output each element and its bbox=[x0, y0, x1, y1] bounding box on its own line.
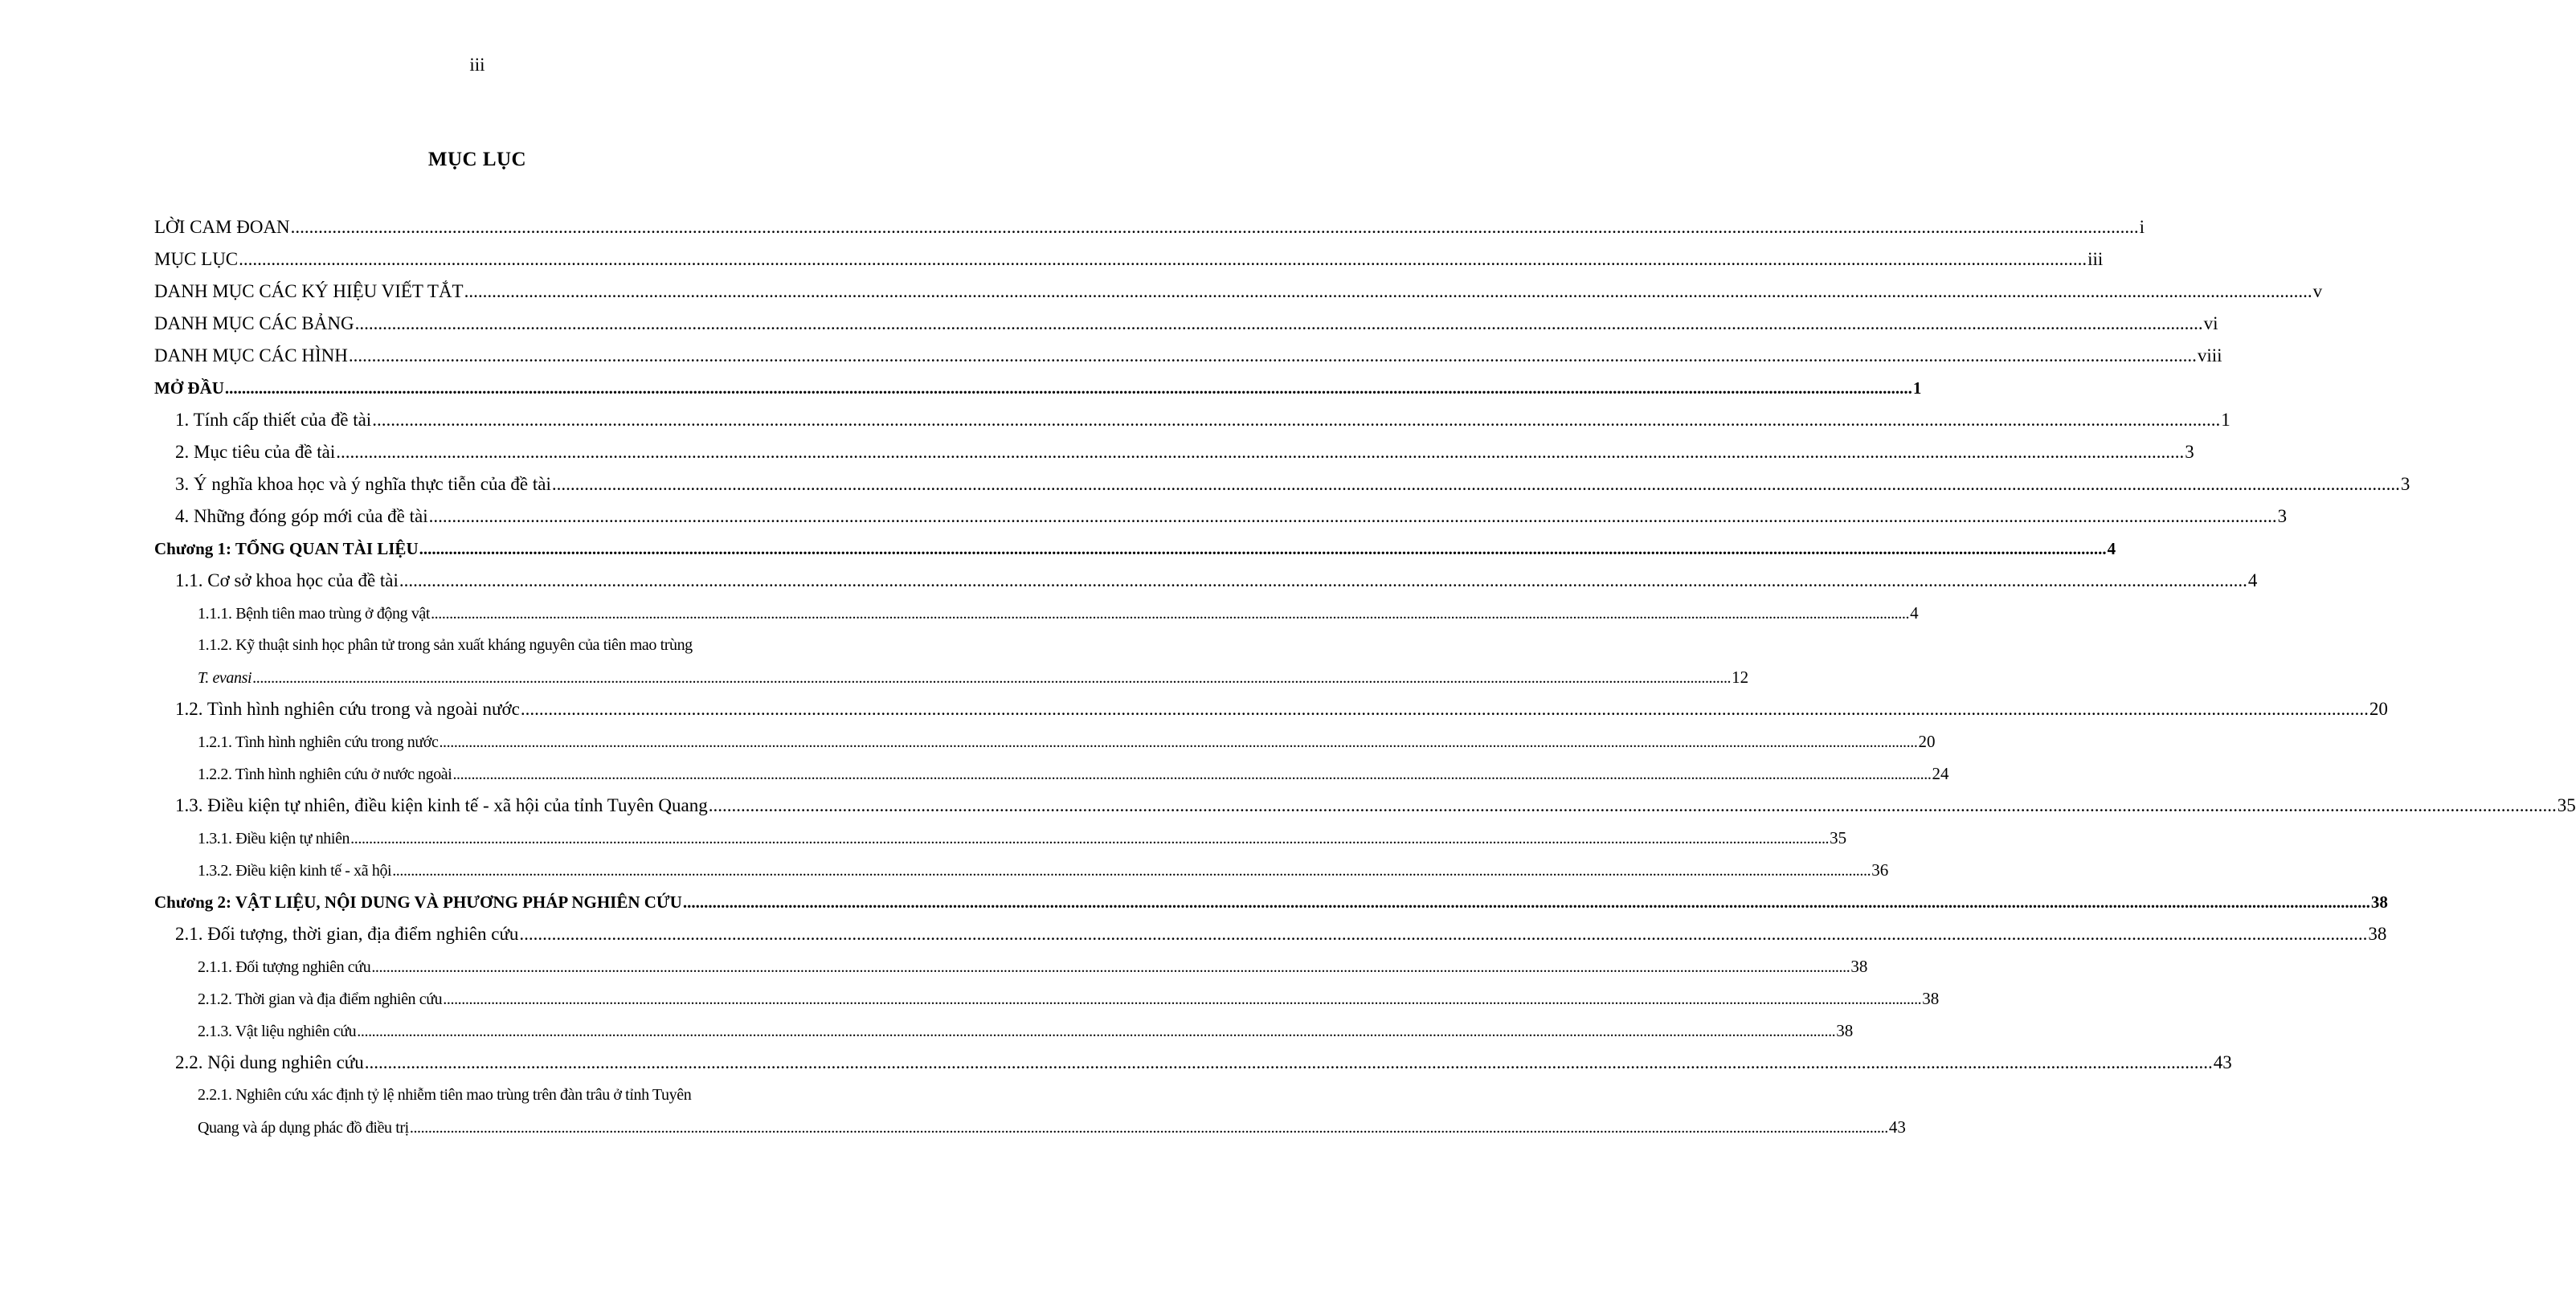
toc-entry-page: 38 bbox=[1836, 1021, 1854, 1040]
toc-entry-page: v bbox=[2312, 281, 2323, 301]
toc-entry-label-line[interactable]: 2.2.1. Nghiên cứu xác định tỷ lệ nhiễm tiên mao trùng trên đàn trâu ở tỉnh Tuyên bbox=[198, 1086, 692, 1104]
toc-entry-page: viii bbox=[2197, 345, 2222, 366]
dot-leader: ................................................................................................................................................................................................................................................................................................................................................................................................................ bbox=[354, 313, 2203, 333]
toc-entry-page: 4 bbox=[2107, 539, 2116, 558]
toc-entry-label: 2.2. Nội dung nghiên cứu bbox=[175, 1052, 364, 1072]
toc-entry-page: 36 bbox=[1871, 860, 1889, 880]
toc-entry-page: 3 bbox=[2400, 474, 2410, 494]
dot-leader: ................................................................................................................................................................................................................................................................................................................................................................................................................ bbox=[431, 605, 1910, 623]
toc-entry-label: DANH MỤC CÁC KÝ HIỆU VIẾT TẮT bbox=[154, 281, 464, 301]
toc-entry[interactable] bbox=[154, 725, 1936, 758]
dot-leader: ................................................................................................................................................................................................................................................................................................................................................................................................................ bbox=[336, 442, 2185, 462]
dot-leader: ................................................................................................................................................................................................................................................................................................................................................................................................................ bbox=[399, 570, 2247, 590]
toc-entry[interactable] bbox=[154, 372, 1922, 404]
dot-leader: ................................................................................................................................................................................................................................................................................................................................................................................................................ bbox=[708, 795, 2557, 815]
toc-entry[interactable] bbox=[154, 468, 2410, 500]
toc-entry-page: 4 bbox=[1910, 603, 1919, 623]
toc-entry[interactable] bbox=[154, 308, 2218, 340]
toc-entry[interactable] bbox=[154, 822, 1847, 854]
toc-entry-label: MỞ ĐẦU bbox=[154, 378, 224, 398]
dot-leader: ................................................................................................................................................................................................................................................................................................................................................................................................................ bbox=[252, 669, 1732, 687]
toc-entry-label: Chương 2: VẬT LIỆU, NỘI DUNG VÀ PHƯƠNG PHÁP NGHIÊN CỨU bbox=[154, 892, 682, 912]
toc-entry-label: 1.3. Điều kiện tự nhiên, điều kiện kinh tế - xã hội của tỉnh Tuyên Quang bbox=[175, 795, 708, 815]
toc-entry[interactable] bbox=[154, 758, 1949, 790]
toc-entry[interactable] bbox=[154, 886, 2388, 918]
toc-entry-page: 12 bbox=[1732, 668, 1749, 687]
toc-entry-page: 1 bbox=[2221, 410, 2230, 430]
dot-leader: ................................................................................................................................................................................................................................................................................................................................................................................................................ bbox=[443, 990, 1922, 1008]
toc-entry-label: 1.2.1. Tình hình nghiên cứu trong nước bbox=[198, 733, 439, 751]
toc-entry-label: T. evansi bbox=[198, 669, 252, 687]
toc-entry-page: 1 bbox=[1912, 378, 1922, 398]
toc-entry-label: 2.1.2. Thời gian và địa điểm nghiên cứu bbox=[198, 990, 443, 1008]
toc-entry[interactable] bbox=[154, 565, 2258, 597]
dot-leader: ................................................................................................................................................................................................................................................................................................................................................................................................................ bbox=[350, 830, 1830, 847]
dot-leader: ................................................................................................................................................................................................................................................................................................................................................................................................................ bbox=[520, 699, 2369, 719]
toc-entry-label: 1.3.1. Điều kiện tự nhiên bbox=[198, 830, 350, 847]
dot-leader: ................................................................................................................................................................................................................................................................................................................................................................................................................ bbox=[464, 281, 2312, 301]
toc-entry-page: 35 bbox=[1830, 828, 1847, 847]
dot-leader: ................................................................................................................................................................................................................................................................................................................................................................................................................ bbox=[439, 733, 1918, 751]
toc-entry[interactable] bbox=[154, 436, 2194, 468]
toc-entry[interactable] bbox=[154, 693, 2388, 725]
toc-entry-page: 20 bbox=[1918, 732, 1936, 751]
toc-entry-label: 1. Tính cấp thiết của đề tài bbox=[175, 410, 372, 430]
toc-title: MỤC LỤC bbox=[427, 149, 527, 170]
toc-entry-label: DANH MỤC CÁC BẢNG bbox=[154, 313, 354, 333]
dot-leader: ................................................................................................................................................................................................................................................................................................................................................................................................................ bbox=[551, 474, 2400, 494]
toc-entry-page: vi bbox=[2203, 313, 2218, 333]
toc-entry-label: 1.2. Tình hình nghiên cứu trong và ngoài nước bbox=[175, 699, 520, 719]
toc-entry-page: 38 bbox=[2370, 892, 2388, 912]
dot-leader: ................................................................................................................................................................................................................................................................................................................................................................................................................ bbox=[419, 539, 2107, 558]
toc-entry-label: 2.1.1. Đối tượng nghiên cứu bbox=[198, 958, 371, 976]
toc-entry[interactable] bbox=[154, 243, 2104, 276]
toc-entry[interactable] bbox=[154, 340, 2222, 372]
toc-entry-page: 38 bbox=[2368, 924, 2387, 944]
dot-leader: ................................................................................................................................................................................................................................................................................................................................................................................................................ bbox=[519, 924, 2368, 944]
toc-entry-label: Chương 1: TỔNG QUAN TÀI LIỆU bbox=[154, 539, 419, 558]
toc-entry[interactable] bbox=[154, 276, 2323, 308]
toc-entry[interactable] bbox=[154, 1047, 2232, 1079]
toc-entry-label-line[interactable]: 1.1.2. Kỹ thuật sinh học phân tử trong sản xuất kháng nguyên của tiên mao trùng bbox=[198, 636, 693, 654]
toc-entry[interactable] bbox=[154, 1015, 1854, 1047]
toc-entry-page: 38 bbox=[1922, 989, 1940, 1008]
dot-leader: ................................................................................................................................................................................................................................................................................................................................................................................................................ bbox=[290, 217, 2139, 237]
toc-entry-page: 3 bbox=[2185, 442, 2194, 462]
toc-entry-page: 35 bbox=[2557, 795, 2576, 815]
dot-leader: ................................................................................................................................................................................................................................................................................................................................................................................................................ bbox=[364, 1052, 2213, 1072]
dot-leader: ................................................................................................................................................................................................................................................................................................................................................................................................................ bbox=[239, 249, 2087, 269]
dot-leader: ................................................................................................................................................................................................................................................................................................................................................................................................................ bbox=[392, 862, 1871, 880]
toc-entry[interactable] bbox=[154, 918, 2387, 950]
toc-entry[interactable] bbox=[154, 982, 1940, 1015]
toc-entry-page: 24 bbox=[1932, 764, 1949, 783]
toc-entry-page: 43 bbox=[1888, 1117, 1906, 1137]
toc-entry-page: i bbox=[2139, 217, 2145, 237]
dot-leader: ................................................................................................................................................................................................................................................................................................................................................................................................................ bbox=[682, 892, 2370, 912]
toc-entry-page: 20 bbox=[2369, 699, 2388, 719]
toc-entry-label: 3. Ý nghĩa khoa học và ý nghĩa thực tiễn của đề tài bbox=[175, 474, 551, 494]
toc-entry[interactable] bbox=[154, 404, 2230, 436]
toc-entry-page: 4 bbox=[2247, 570, 2258, 590]
toc-entry-label: DANH MỤC CÁC HÌNH bbox=[154, 345, 348, 366]
toc-entry-label: Quang và áp dụng phác đồ điều trị bbox=[198, 1119, 409, 1137]
toc-entry-page: 43 bbox=[2213, 1052, 2232, 1072]
dot-leader: ................................................................................................................................................................................................................................................................................................................................................................................................................ bbox=[224, 378, 1912, 398]
toc-entry[interactable] bbox=[154, 790, 2576, 822]
toc-entry[interactable] bbox=[154, 500, 2288, 533]
toc-entry-label: 2.1.3. Vật liệu nghiên cứu bbox=[198, 1023, 357, 1040]
dot-leader: ................................................................................................................................................................................................................................................................................................................................................................................................................ bbox=[372, 410, 2221, 430]
dot-leader: ................................................................................................................................................................................................................................................................................................................................................................................................................ bbox=[409, 1119, 1888, 1137]
toc-entry-label: 2.1. Đối tượng, thời gian, địa điểm nghiên cứu bbox=[175, 924, 519, 944]
toc-entry-label: 1.1. Cơ sở khoa học của đề tài bbox=[175, 570, 399, 590]
toc-entry-label: 2. Mục tiêu của đề tài bbox=[175, 442, 336, 462]
toc-entry[interactable] bbox=[154, 597, 1919, 629]
toc-entry[interactable] bbox=[154, 661, 1749, 693]
toc-entry[interactable] bbox=[154, 950, 1868, 982]
table-of-contents bbox=[154, 211, 2576, 1143]
dot-leader: ................................................................................................................................................................................................................................................................................................................................................................................................................ bbox=[428, 506, 2277, 526]
toc-entry[interactable] bbox=[154, 211, 2145, 243]
toc-entry[interactable] bbox=[154, 854, 1889, 886]
toc-entry-page: iii bbox=[2087, 249, 2104, 269]
toc-entry[interactable] bbox=[154, 1111, 1906, 1143]
dot-leader: ................................................................................................................................................................................................................................................................................................................................................................................................................ bbox=[348, 345, 2197, 366]
toc-entry-label: MỤC LỤC bbox=[154, 249, 239, 269]
dot-leader: ................................................................................................................................................................................................................................................................................................................................................................................................................ bbox=[357, 1023, 1836, 1040]
toc-entry-label: 1.3.2. Điều kiện kinh tế - xã hội bbox=[198, 862, 392, 880]
toc-entry-page: 38 bbox=[1850, 957, 1868, 976]
page-number: iii bbox=[469, 55, 485, 75]
toc-entry-label: 4. Những đóng góp mới của đề tài bbox=[175, 506, 428, 526]
toc-entry-label: 1.1.1. Bệnh tiên mao trùng ở động vật bbox=[198, 605, 431, 623]
dot-leader: ................................................................................................................................................................................................................................................................................................................................................................................................................ bbox=[452, 766, 1932, 783]
toc-entry[interactable] bbox=[154, 533, 2116, 565]
toc-entry-page: 3 bbox=[2277, 506, 2288, 526]
toc-entry-label: 1.2.2. Tình hình nghiên cứu ở nước ngoài bbox=[198, 766, 452, 783]
dot-leader: ................................................................................................................................................................................................................................................................................................................................................................................................................ bbox=[371, 958, 1850, 976]
toc-entry-label: LỜI CAM ĐOAN bbox=[154, 217, 290, 237]
